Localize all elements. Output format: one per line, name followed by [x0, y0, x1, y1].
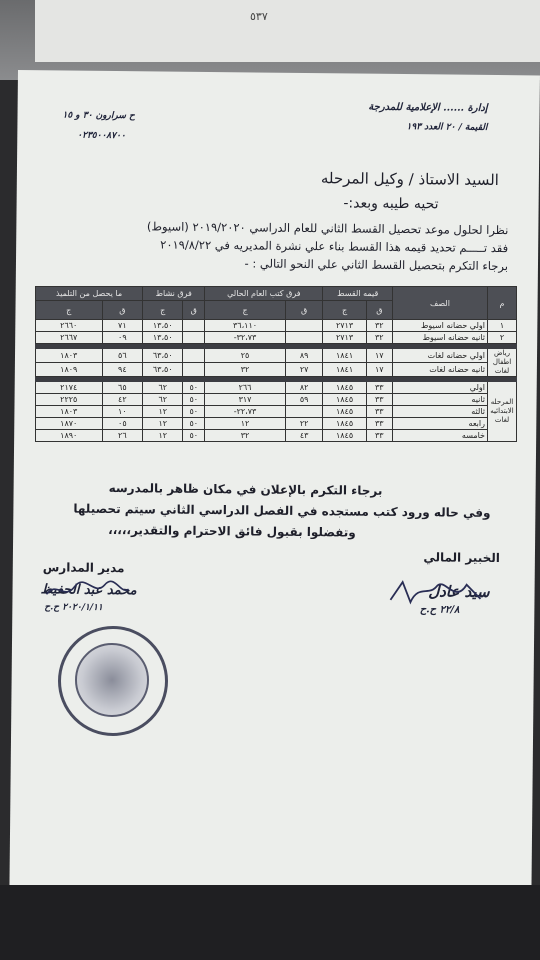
table-row: [36, 418, 517, 430]
cell: ٣٢،٧٣-: [205, 332, 286, 344]
fees-table: [35, 286, 517, 442]
cell: ١٨٤٥: [323, 430, 366, 442]
cell: [183, 332, 205, 344]
cell: ٤٣: [285, 430, 323, 442]
cell: ١٨٤١: [323, 349, 366, 363]
row-grade: ثانيه حضانه اسيوط: [393, 332, 488, 344]
cell: ٣٢: [205, 363, 286, 377]
cell: ٥٠: [183, 406, 205, 418]
cell: ٧١: [102, 320, 143, 332]
cell: ٣٣: [366, 418, 392, 430]
cell: ١٧: [366, 349, 392, 363]
cell: ٣٣: [366, 430, 392, 442]
cell: ٢٢: [285, 418, 323, 430]
cell: ١٧: [366, 363, 392, 377]
cell: ٢٦٦٧: [36, 332, 103, 344]
cell: ٦٢: [143, 382, 183, 394]
row-grade: اولي حضانه لغات: [393, 349, 488, 363]
director-signature-scrawl: [42, 576, 132, 603]
sub-eg: ج: [205, 301, 286, 320]
cell: ٢٧: [285, 363, 323, 377]
schools-director-label: مدير المدارس: [42, 560, 125, 576]
cell: ٢٢،٧٣-: [205, 406, 286, 418]
salutation: السيد الاستاذ / وكيل المرحله: [320, 169, 499, 190]
cell: ٢٢٢٥: [36, 394, 103, 406]
cell: ٣٣: [366, 406, 392, 418]
cell: ٢٦٦: [205, 382, 286, 394]
cell: [285, 406, 323, 418]
cell: ٣٢: [366, 320, 392, 332]
financial-date: ٢٢/٨ ح.ح: [419, 604, 460, 616]
col-grade: الصف: [393, 287, 488, 320]
cell: [285, 332, 323, 344]
table-row: [36, 394, 517, 406]
row-grade: ثالثه: [393, 406, 488, 418]
cell: ٢٦٦٠: [36, 320, 103, 332]
cell: ٥٦: [102, 349, 143, 363]
cell: ٦٥: [102, 382, 143, 394]
sub-eg: ج: [143, 301, 183, 320]
director-date: ٢٠٢٠/١/١١ ح.ح: [44, 602, 103, 613]
table-row: [36, 320, 517, 332]
cell: ٣٣: [366, 382, 392, 394]
cell: ١٨٠٩: [36, 363, 103, 377]
cell: ١٨٤٥: [323, 394, 366, 406]
row-num: ١: [488, 320, 517, 332]
note-1: برجاء التكرم بالإعلان في مكان ظاهر بالمدرسه: [108, 480, 383, 498]
cell: [183, 349, 205, 363]
row-grade: رابعه: [393, 418, 488, 430]
cell: [183, 320, 205, 332]
cell: ١٨٤١: [323, 363, 366, 377]
row-grade: اولي: [393, 382, 488, 394]
row-grade: ثانيه حضانه لغات: [393, 363, 488, 377]
cell: ١٨٩٠: [36, 430, 103, 442]
cell: ١٣،٥٠: [143, 320, 183, 332]
col-activity: فرق نشاط: [143, 287, 205, 301]
col-number: م: [488, 287, 517, 320]
cell: ٣٣: [366, 394, 392, 406]
body-line-3: برجاء التكرم بتحصيل القسط الثاني علي النحو التالي : -: [244, 256, 509, 274]
cell: ٢٧١٣: [323, 332, 366, 344]
official-seal: [58, 626, 168, 736]
greeting: تحيه طيبه وبعد:-: [343, 195, 439, 213]
cell: ١٨٠٣: [36, 349, 103, 363]
cell: ٦٣،٥٠: [143, 349, 183, 363]
cell: ٥٩: [285, 394, 323, 406]
financial-expert-label: الخبير المالي: [423, 550, 500, 566]
row-num: ٢: [488, 332, 517, 344]
sub-eg: ج: [36, 301, 103, 320]
cell: ١٨٤٥: [323, 406, 366, 418]
cell: ١٢: [143, 430, 183, 442]
cell: ١٨٤٥: [323, 418, 366, 430]
cell: ١٢: [143, 406, 183, 418]
cell: ٨٩: [285, 349, 323, 363]
sub-eg: ج: [323, 301, 366, 320]
cell: ٦٢: [143, 394, 183, 406]
sub-ps: ق: [183, 301, 205, 320]
table-row: [36, 363, 517, 377]
group-label: المرحله الابتدائيه لغات: [488, 382, 517, 442]
cell: ٠٥: [102, 418, 143, 430]
cell: ١٢: [143, 418, 183, 430]
table-header-row: [36, 287, 517, 301]
underlying-sheet: [35, 0, 540, 62]
col-installment: قيمه القسط: [323, 287, 393, 301]
row-grade: ثانيه: [393, 394, 488, 406]
cell: [183, 363, 205, 377]
header-title: إدارة ...... الإعلامية للمدرجة: [368, 101, 488, 114]
cell: ٣٢: [205, 430, 286, 442]
cell: ٤٢: [102, 394, 143, 406]
cell: [285, 320, 323, 332]
group-label: رياض اطفال لغات: [488, 349, 517, 377]
table-row: [36, 349, 517, 363]
cell: ٢٦: [102, 430, 143, 442]
cell: ٥٠: [183, 418, 205, 430]
body-line-2: فقد تـــــم تحديد قيمه هذا القسط بناء علي نشرة المديريه في ٢٠١٩/٨/٢٢: [160, 237, 509, 256]
col-collected: ما يحصل من التلميذ: [36, 287, 143, 301]
cell: ١٠: [102, 406, 143, 418]
cell: ٥٠: [183, 382, 205, 394]
cell: ٢١٧٤: [36, 382, 103, 394]
cell: ٥٠: [183, 430, 205, 442]
cell: ٣١٧: [205, 394, 286, 406]
cell: ٨٢: [285, 382, 323, 394]
background-bottom: [0, 885, 540, 960]
cell: ١٣،٥٠: [143, 332, 183, 344]
row-grade: اولي حضانه اسيوط: [393, 320, 488, 332]
cell: ١٢: [205, 418, 286, 430]
sub-ps: ق: [102, 301, 143, 320]
cell: ٢٧١٣: [323, 320, 366, 332]
cell: ٣٢: [366, 332, 392, 344]
cell: ٦٣،٥٠: [143, 363, 183, 377]
body-line-1: نظرا لحلول موعد تحصيل القسط الثاني للعام الدراسي ٢٠١٩/٢٠٢٠ (اسيوط): [146, 219, 509, 238]
page-number: ٥٣٧: [250, 10, 268, 23]
header-date: ح سرارون ٣٠ و ١٥: [62, 110, 135, 122]
cell: ٢٥: [205, 349, 286, 363]
table-row: [36, 406, 517, 418]
note-3: وتفضلوا بقبول فائق الاحترام والتقدير،،،،،: [108, 522, 356, 540]
cell: ٣٦،١١٠: [205, 320, 286, 332]
document-page: [9, 70, 540, 895]
financial-signature: سيد عادل: [428, 582, 490, 601]
header-reference: القيمة / ٢٠ العدد ١٩٣: [406, 122, 488, 133]
table-row: [36, 382, 517, 394]
table-row: [36, 430, 517, 442]
sub-ps: ق: [366, 301, 392, 320]
sub-ps: ق: [285, 301, 323, 320]
cell: ٥٠: [183, 394, 205, 406]
cell: ٩٤: [102, 363, 143, 377]
financial-signature-scrawl: [384, 574, 494, 611]
cell: ١٨٧٠: [36, 418, 103, 430]
seal-emblem: [75, 643, 149, 717]
header-number: ٠٢٣٥٠٠٨٧٠٠: [77, 130, 126, 142]
cell: ١٨٤٥: [323, 382, 366, 394]
director-signature: محمد عبد الحفيظ: [40, 582, 137, 599]
table-row: [36, 332, 517, 344]
note-2: وفي حاله ورود كتب مستجده في الفصل الدراسي الثاني سيتم تحصيلها: [73, 501, 491, 520]
col-books: فرق كتب العام الحالي: [205, 287, 323, 301]
cell: ١٨٠٣: [36, 406, 103, 418]
row-grade: خامسه: [393, 430, 488, 442]
cell: ٠٩: [102, 332, 143, 344]
